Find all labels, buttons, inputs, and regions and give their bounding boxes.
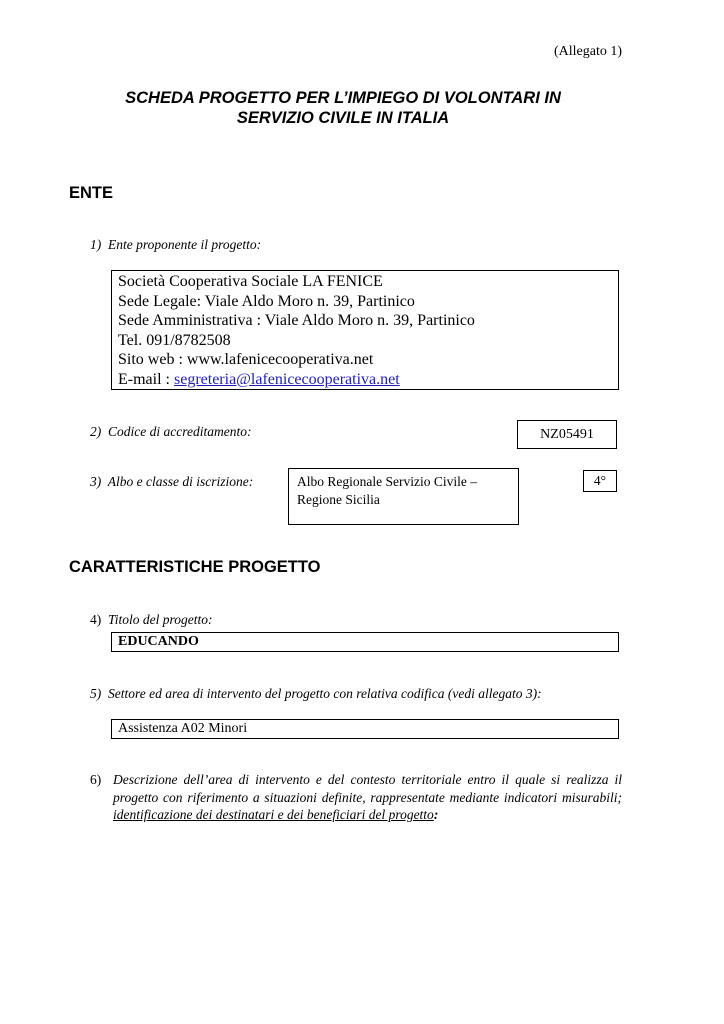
ente-email-row <box>118 370 612 390</box>
item-5-number: 5) <box>90 686 102 701</box>
ente-info-box <box>111 270 619 390</box>
section-caratteristiche-heading: CARATTERISTICHE PROGETTO <box>69 558 321 576</box>
ente-email-label: E-mail : <box>118 370 174 388</box>
accreditation-code-box: NZ05491 <box>517 420 617 449</box>
item-2-number: 2) <box>90 424 102 439</box>
document-title <box>60 88 626 128</box>
item-6-text <box>113 771 622 824</box>
item-3-text: Albo e classe di iscrizione: <box>107 474 254 489</box>
item-2-label <box>90 424 251 440</box>
item-6-text-colon: : <box>433 807 439 822</box>
item-1-number: 1) <box>90 237 102 252</box>
document-title-line1: SCHEDA PROGETTO PER L’IMPIEGO DI VOLONTARI IN <box>125 89 561 107</box>
item-4-label <box>90 612 213 628</box>
item-5-label <box>90 686 542 702</box>
item-2-text: Codice di accreditamento: <box>108 424 252 439</box>
project-title-box: EDUCANDO <box>111 632 619 652</box>
item-6-text-main: Descrizione dell’area di intervento e del contesto territoriale entro il quale si realizza il progetto con riferimento a situazioni definite, rappresentate mediante indicatori misurabili; <box>113 772 622 805</box>
item-4-text: Titolo del progetto: <box>108 612 213 627</box>
item-5-text: Settore ed area di intervento del progetto con relativa codifica (vedi allegato 3): <box>108 686 542 701</box>
annex-label: (Allegato 1) <box>553 44 622 59</box>
ente-sede-amministrativa: Sede Amministrativa : Viale Aldo Moro n. 39, Partinico <box>118 312 475 329</box>
document-title-line2: SERVIZIO CIVILE IN ITALIA <box>236 109 450 127</box>
ente-sito: Sito web : www.lafenicecooperativa.net <box>118 351 374 368</box>
albo-class-box: 4° <box>583 470 617 492</box>
item-3-label <box>90 474 253 490</box>
item-1-text: Ente proponente il progetto: <box>108 237 262 252</box>
item-4-number: 4) <box>90 612 102 627</box>
item-6-number: 6) <box>90 772 102 787</box>
albo-box: Albo Regionale Servizio Civile – Regione Sicilia <box>288 468 519 525</box>
ente-name: Società Cooperativa Sociale LA FENICE <box>118 273 383 290</box>
ente-sede-legale: Sede Legale: Viale Aldo Moro n. 39, Partinico <box>118 292 415 310</box>
item-6-block <box>90 771 622 824</box>
ente-tel: Tel. 091/8782508 <box>118 331 231 349</box>
ente-email-link[interactable]: segreteria@lafenicecooperativa.net <box>173 370 400 388</box>
item-1-label <box>90 237 261 253</box>
sector-box: Assistenza A02 Minori <box>111 719 619 739</box>
item-6-text-underlined: identificazione dei destinatari e dei beneficiari del progetto <box>113 807 434 822</box>
item-3-number: 3) <box>90 474 102 489</box>
section-ente-heading: ENTE <box>69 184 114 202</box>
